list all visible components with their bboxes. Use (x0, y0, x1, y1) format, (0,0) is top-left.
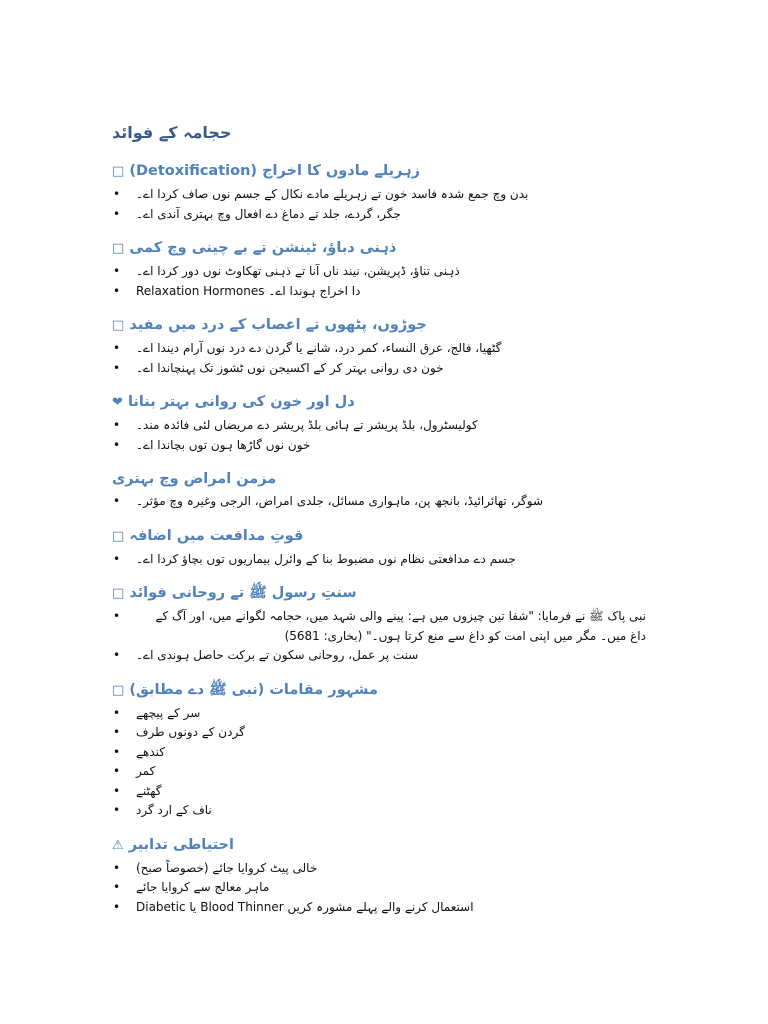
list-item-text: Diabetic یا Blood Thinner استعمال کرنے والے پہلے مشورہ کریں (136, 899, 474, 914)
bullet-icon: • (113, 860, 121, 875)
document-title: حجامہ کے فوائد (112, 123, 232, 142)
list-item-text: خون نوں گاڑھا ہون توں بچاندا اے۔ (136, 437, 311, 452)
bullet-list (112, 262, 652, 301)
section-heading-text: سنتِ رسول ﷺ تے روحانی فوائد (129, 585, 357, 601)
missing-glyph-icon: □ (112, 318, 125, 333)
sections-container (112, 160, 652, 917)
missing-glyph-icon: □ (112, 586, 125, 601)
list-item (112, 436, 652, 456)
list-item (112, 205, 652, 225)
section-heading (112, 237, 652, 260)
bullet-list (112, 339, 652, 378)
bullet-list (112, 550, 652, 570)
bullet-list (112, 859, 652, 918)
section-5 (112, 468, 652, 512)
bullet-list (112, 185, 652, 224)
list-item (112, 339, 652, 359)
list-item-text: کولیسٹرول، بلڈ پریشر تے ہائی بلڈ پریشر دے مریضاں لئی فائدہ مند۔ (136, 418, 478, 432)
list-item-text: ذہنی تناؤ، ڈپریشن، نیند ناں آنا تے ذہنی تھکاوٹ نوں دور کردا اے۔ (136, 264, 460, 278)
bullet-icon: • (113, 551, 121, 566)
warning-icon: ⚠ (112, 837, 124, 853)
list-item-text: سنت پر عمل، روحانی سکون تے برکت حاصل ہوندی اے۔ (136, 648, 419, 662)
section-6 (112, 525, 652, 570)
section-heading-text: دل اور خون کی روانی بہتر بنانا (127, 394, 355, 410)
section-9 (112, 834, 652, 918)
bullet-icon: • (113, 494, 121, 508)
bullet-icon: • (113, 783, 121, 798)
bullet-icon: • (113, 206, 121, 221)
list-item-text: خون دی روانی بہتر کر کے اکسیجن نوں ٹشوز تک پہنچاندا اے۔ (136, 360, 444, 375)
list-item (112, 898, 652, 918)
bullet-icon: • (113, 360, 121, 375)
missing-glyph-icon: □ (112, 164, 125, 179)
list-item-text: سر کے پیچھے (136, 705, 201, 720)
list-item (112, 359, 652, 379)
list-item-text: کندھے (136, 744, 165, 759)
list-item (112, 282, 652, 302)
bullet-icon: • (113, 764, 121, 778)
list-item (112, 704, 652, 724)
section-heading-text: احتیاطی تدابیر (128, 836, 234, 853)
section-heading-text: ذہنی دباؤ، ٹینشن تے بے چینی وچ کمی (129, 240, 397, 256)
list-item (112, 723, 652, 743)
list-item (112, 607, 652, 646)
list-item (112, 492, 652, 512)
list-item-text: خالی پیٹ کروایا جائے (خصوصاً صبح) (136, 860, 318, 875)
list-item-text: نبی پاک ﷺ نے فرمایا: "شفا تین چیزوں میں ہے: پینے والی شہد میں، حجامہ لگوانے میں، اور آگ کے داغ میں۔ مگر میں اپنی امت کو داغ سے منع کرتا ہوں۔" (بخاری: 5681) (155, 609, 646, 643)
missing-glyph-icon: □ (112, 682, 125, 698)
bullet-list (112, 704, 652, 821)
list-item-text: Relaxation Hormones دا اخراج ہوندا اے۔ (136, 283, 361, 298)
section-heading (112, 391, 652, 414)
list-item-text: کمر (136, 764, 156, 778)
list-item-text: بدن وچ جمع شدہ فاسد خون تے زہریلے مادے نکال کے جسم نوں صاف کردا اے۔ (136, 187, 529, 201)
bullet-list (112, 416, 652, 455)
list-item (112, 416, 652, 436)
list-item-text: جگر، گردے، جلد تے دماغ دے افعال وچ بہتری آندی اے۔ (136, 206, 401, 221)
list-item-text: گٹھیا، فالج، عرق النساء، کمر درد، شانے یا گردن دے درد نوں آرام دیندا اے۔ (136, 341, 502, 355)
bullet-icon: • (113, 283, 121, 298)
bullet-icon: • (113, 705, 121, 720)
missing-glyph-icon: □ (112, 528, 125, 544)
list-item-text: ماہر معالج سے کروایا جائے (136, 880, 270, 894)
bullet-icon: • (113, 880, 121, 894)
document-page (112, 118, 652, 930)
list-item (112, 859, 652, 879)
bullet-icon: • (113, 744, 121, 759)
bullet-list (112, 607, 652, 666)
bullet-icon: • (113, 264, 121, 278)
section-heading-text: قوتِ مدافعت میں اضافہ (129, 527, 304, 544)
bullet-icon: • (113, 341, 121, 355)
list-item (112, 185, 652, 205)
section-heading-text: زہریلے مادوں کا اخراج (Detoxification) (129, 163, 420, 179)
list-item (112, 878, 652, 898)
bullet-icon: • (113, 418, 121, 432)
heart-icon: ❤ (112, 395, 123, 410)
list-item (112, 782, 652, 802)
section-heading (112, 834, 652, 857)
section-heading (112, 314, 652, 337)
list-item-text: ناف کے ارد گرد (136, 803, 212, 817)
bullet-icon: • (113, 609, 121, 623)
list-item (112, 262, 652, 282)
list-item (112, 646, 652, 666)
bullet-icon: • (113, 725, 121, 739)
section-4 (112, 391, 652, 455)
section-heading-text: مشہور مقامات (نبی ﷺ دے مطابق) (129, 681, 378, 698)
bullet-icon: • (113, 437, 121, 452)
list-item (112, 762, 652, 782)
bullet-icon: • (113, 899, 121, 914)
section-heading (112, 679, 652, 702)
section-2 (112, 237, 652, 301)
section-heading (112, 582, 652, 605)
section-heading-text: مزمن امراض وچ بہتری (112, 471, 277, 487)
list-item-text: گردن کے دونوں طرف (136, 725, 245, 739)
bullet-list (112, 492, 652, 512)
section-heading-text: جوڑوں، پٹھوں تے اعصاب کے درد میں مفید (129, 317, 427, 333)
section-3 (112, 314, 652, 378)
list-item-text: گھٹنے (136, 783, 162, 798)
section-8 (112, 679, 652, 821)
bullet-icon: • (113, 648, 121, 662)
section-7 (112, 582, 652, 666)
bullet-icon: • (113, 187, 121, 201)
section-heading (112, 525, 652, 548)
list-item (112, 550, 652, 570)
list-item-text: شوگر، تھائرائیڈ، بانجھ پن، ماہواری مسائل، جلدی امراض، الرجی وغیرہ وچ مؤثر۔ (136, 494, 544, 508)
section-heading (112, 468, 652, 490)
section-heading (112, 160, 652, 183)
missing-glyph-icon: □ (112, 241, 125, 256)
section-1 (112, 160, 652, 224)
list-item (112, 743, 652, 763)
bullet-icon: • (113, 803, 121, 817)
list-item (112, 801, 652, 821)
list-item-text: جسم دے مدافعتی نظام نوں مضبوط بنا کے وائرل بیماریوں توں بچاؤ کردا اے۔ (136, 551, 516, 566)
